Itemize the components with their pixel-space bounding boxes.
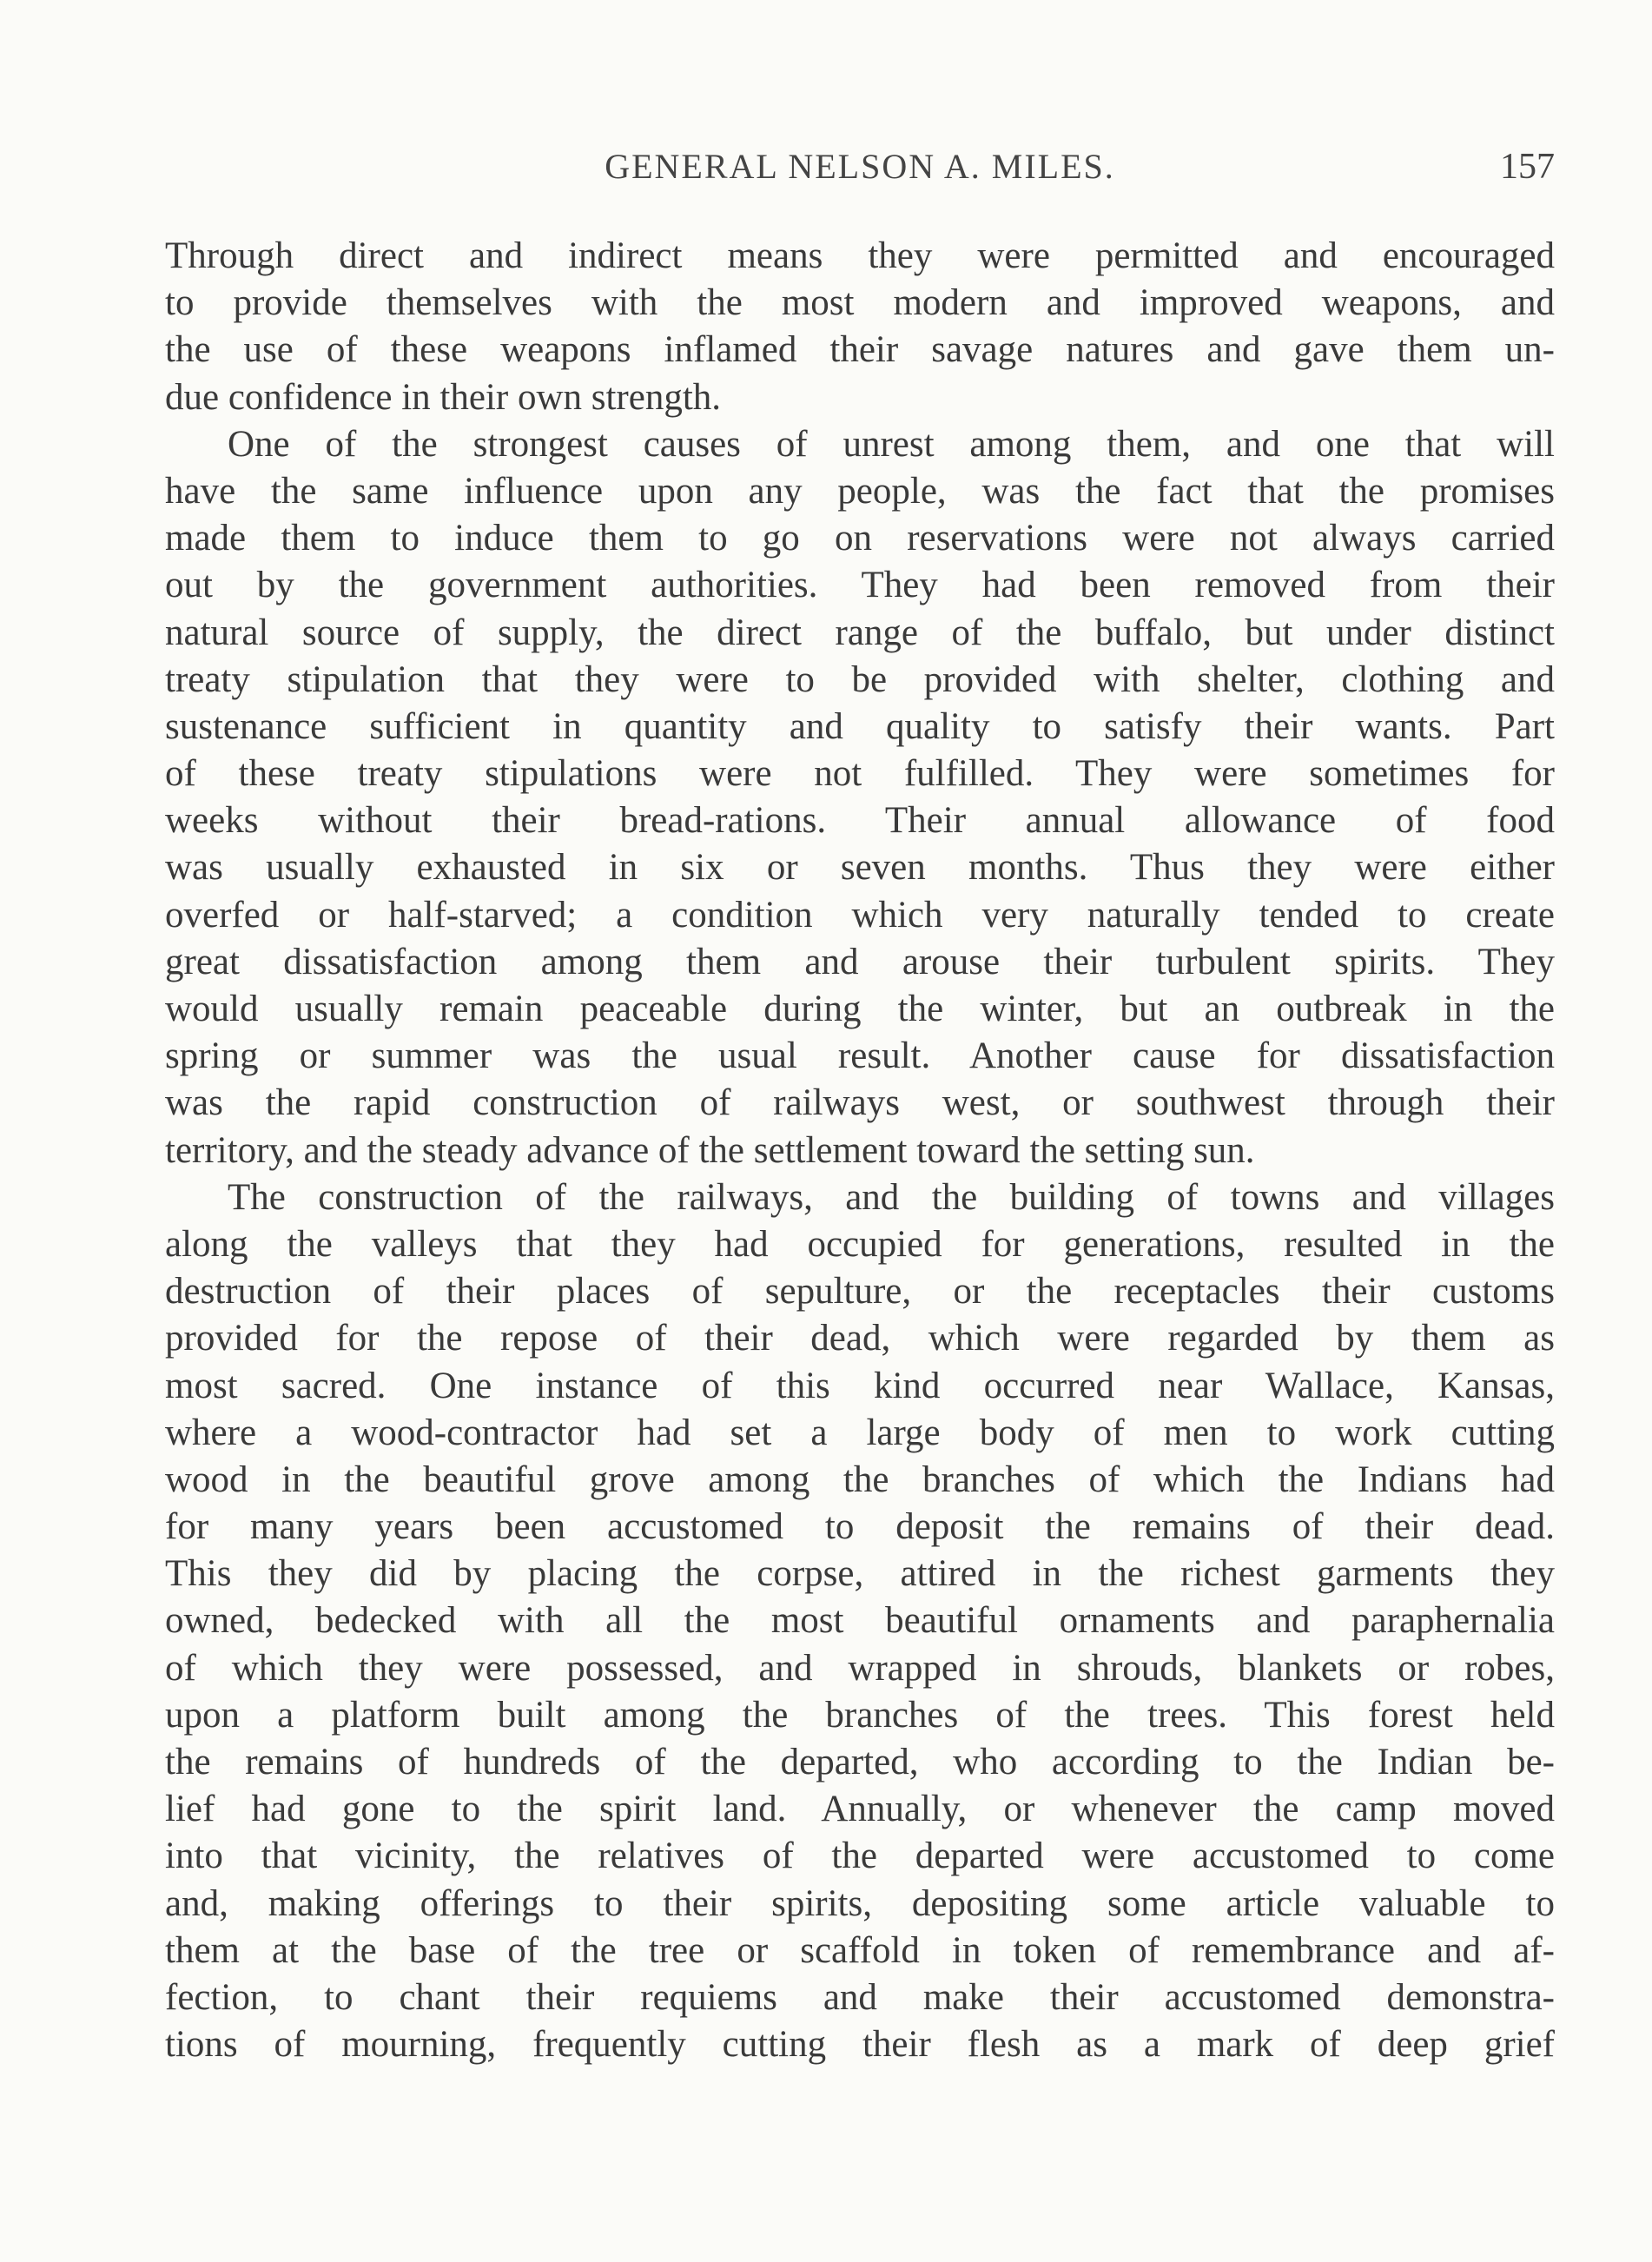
text-line: out by the government authorities. They had been removed from their xyxy=(165,565,1555,606)
text-line: wood in the beautiful grove among the branches of which the Indians had xyxy=(165,1458,1555,1500)
text-line: into that vicinity, the relatives of the departed were accustomed to come xyxy=(165,1835,1555,1877)
text-line: spring or summer was the usual result. Another cause for dissatisfaction xyxy=(165,1035,1555,1077)
text-line: to provide themselves with the most modern and improved weapons, and xyxy=(165,282,1555,324)
text-line: the remains of hundreds of the departed, who according to the Indian be- xyxy=(165,1742,1555,1782)
text-line: Through direct and indirect means they were permitted and encouraged xyxy=(165,235,1555,276)
text-line: lief had gone to the spirit land. Annually, or whenever the camp moved xyxy=(165,1789,1555,1830)
text-line: natural source of supply, the direct range of the buffalo, but under distinct xyxy=(165,612,1555,653)
text-line: sustenance sufficient in quantity and quality to satisfy their wants. Part xyxy=(165,705,1555,747)
text-line: weeks without their bread-rations. Their annual allowance of food xyxy=(165,800,1555,842)
text-line: where a wood-contractor had set a large body of men to work cutting xyxy=(165,1412,1555,1453)
text-line: most sacred. One instance of this kind occurred near Wallace, Kansas, xyxy=(165,1365,1555,1406)
text-line: destruction of their places of sepulture, or the receptacles their customs xyxy=(165,1271,1555,1313)
text-line: have the same influence upon any people, was the fact that the promises xyxy=(165,470,1555,512)
text-line: provided for the repose of their dead, which were regarded by them as xyxy=(165,1318,1555,1359)
text-line: of these treaty stipulations were not fulfilled. They were sometimes for xyxy=(165,753,1555,795)
text-line: One of the strongest causes of unrest among them, and one that will xyxy=(228,423,1555,465)
text-line: and, making offerings to their spirits, depositing some article valuable to xyxy=(165,1882,1555,1924)
running-title: GENERAL NELSON A. MILES. xyxy=(605,147,1115,186)
text-line: was the rapid construction of railways west, or southwest through their xyxy=(165,1082,1555,1124)
page-number: 157 xyxy=(1500,147,1555,187)
text-line: tions of mourning, frequently cutting their flesh as a mark of deep grief xyxy=(165,2024,1555,2066)
text-line: owned, bedecked with all the most beautiful ornaments and paraphernalia xyxy=(165,1600,1555,1642)
text-line: territory, and the steady advance of the settlement toward the setting sun. xyxy=(165,1129,1255,1171)
text-line: due confidence in their own strength. xyxy=(165,376,722,418)
text-line: made them to induce them to go on reservations were not always carried xyxy=(165,518,1555,559)
text-line: of which they were possessed, and wrapped in shrouds, blankets or robes, xyxy=(165,1647,1555,1689)
text-line: for many years been accustomed to deposit the remains of their dead. xyxy=(165,1506,1555,1548)
text-line: along the valleys that they had occupied for generations, resulted in the xyxy=(165,1223,1555,1265)
text-line: them at the base of the tree or scaffold in token of remembrance and af- xyxy=(165,1929,1555,1971)
text-line: was usually exhausted in six or seven months. Thus they were either xyxy=(165,847,1555,889)
text-line: would usually remain peaceable during the winter, but an outbreak in the xyxy=(165,989,1555,1029)
text-line: fection, to chant their requiems and make their accustomed demonstra- xyxy=(165,1976,1555,2018)
text-line: The construction of the railways, and the building of towns and villages xyxy=(228,1176,1555,1218)
text-line: treaty stipulation that they were to be provided with shelter, clothing and xyxy=(165,658,1555,700)
text-line: great dissatisfaction among them and arouse their turbulent spirits. They xyxy=(165,941,1555,982)
body-text xyxy=(165,233,1555,2068)
text-line: the use of these weapons inflamed their savage natures and gave them un- xyxy=(165,329,1555,371)
text-line: overfed or half-starved; a condition which very naturally tended to create xyxy=(165,894,1555,936)
running-head xyxy=(165,146,1555,198)
text-line: upon a platform built among the branches of the trees. This forest held xyxy=(165,1694,1555,1736)
text-line: This they did by placing the corpse, attired in the richest garments they xyxy=(165,1553,1555,1595)
